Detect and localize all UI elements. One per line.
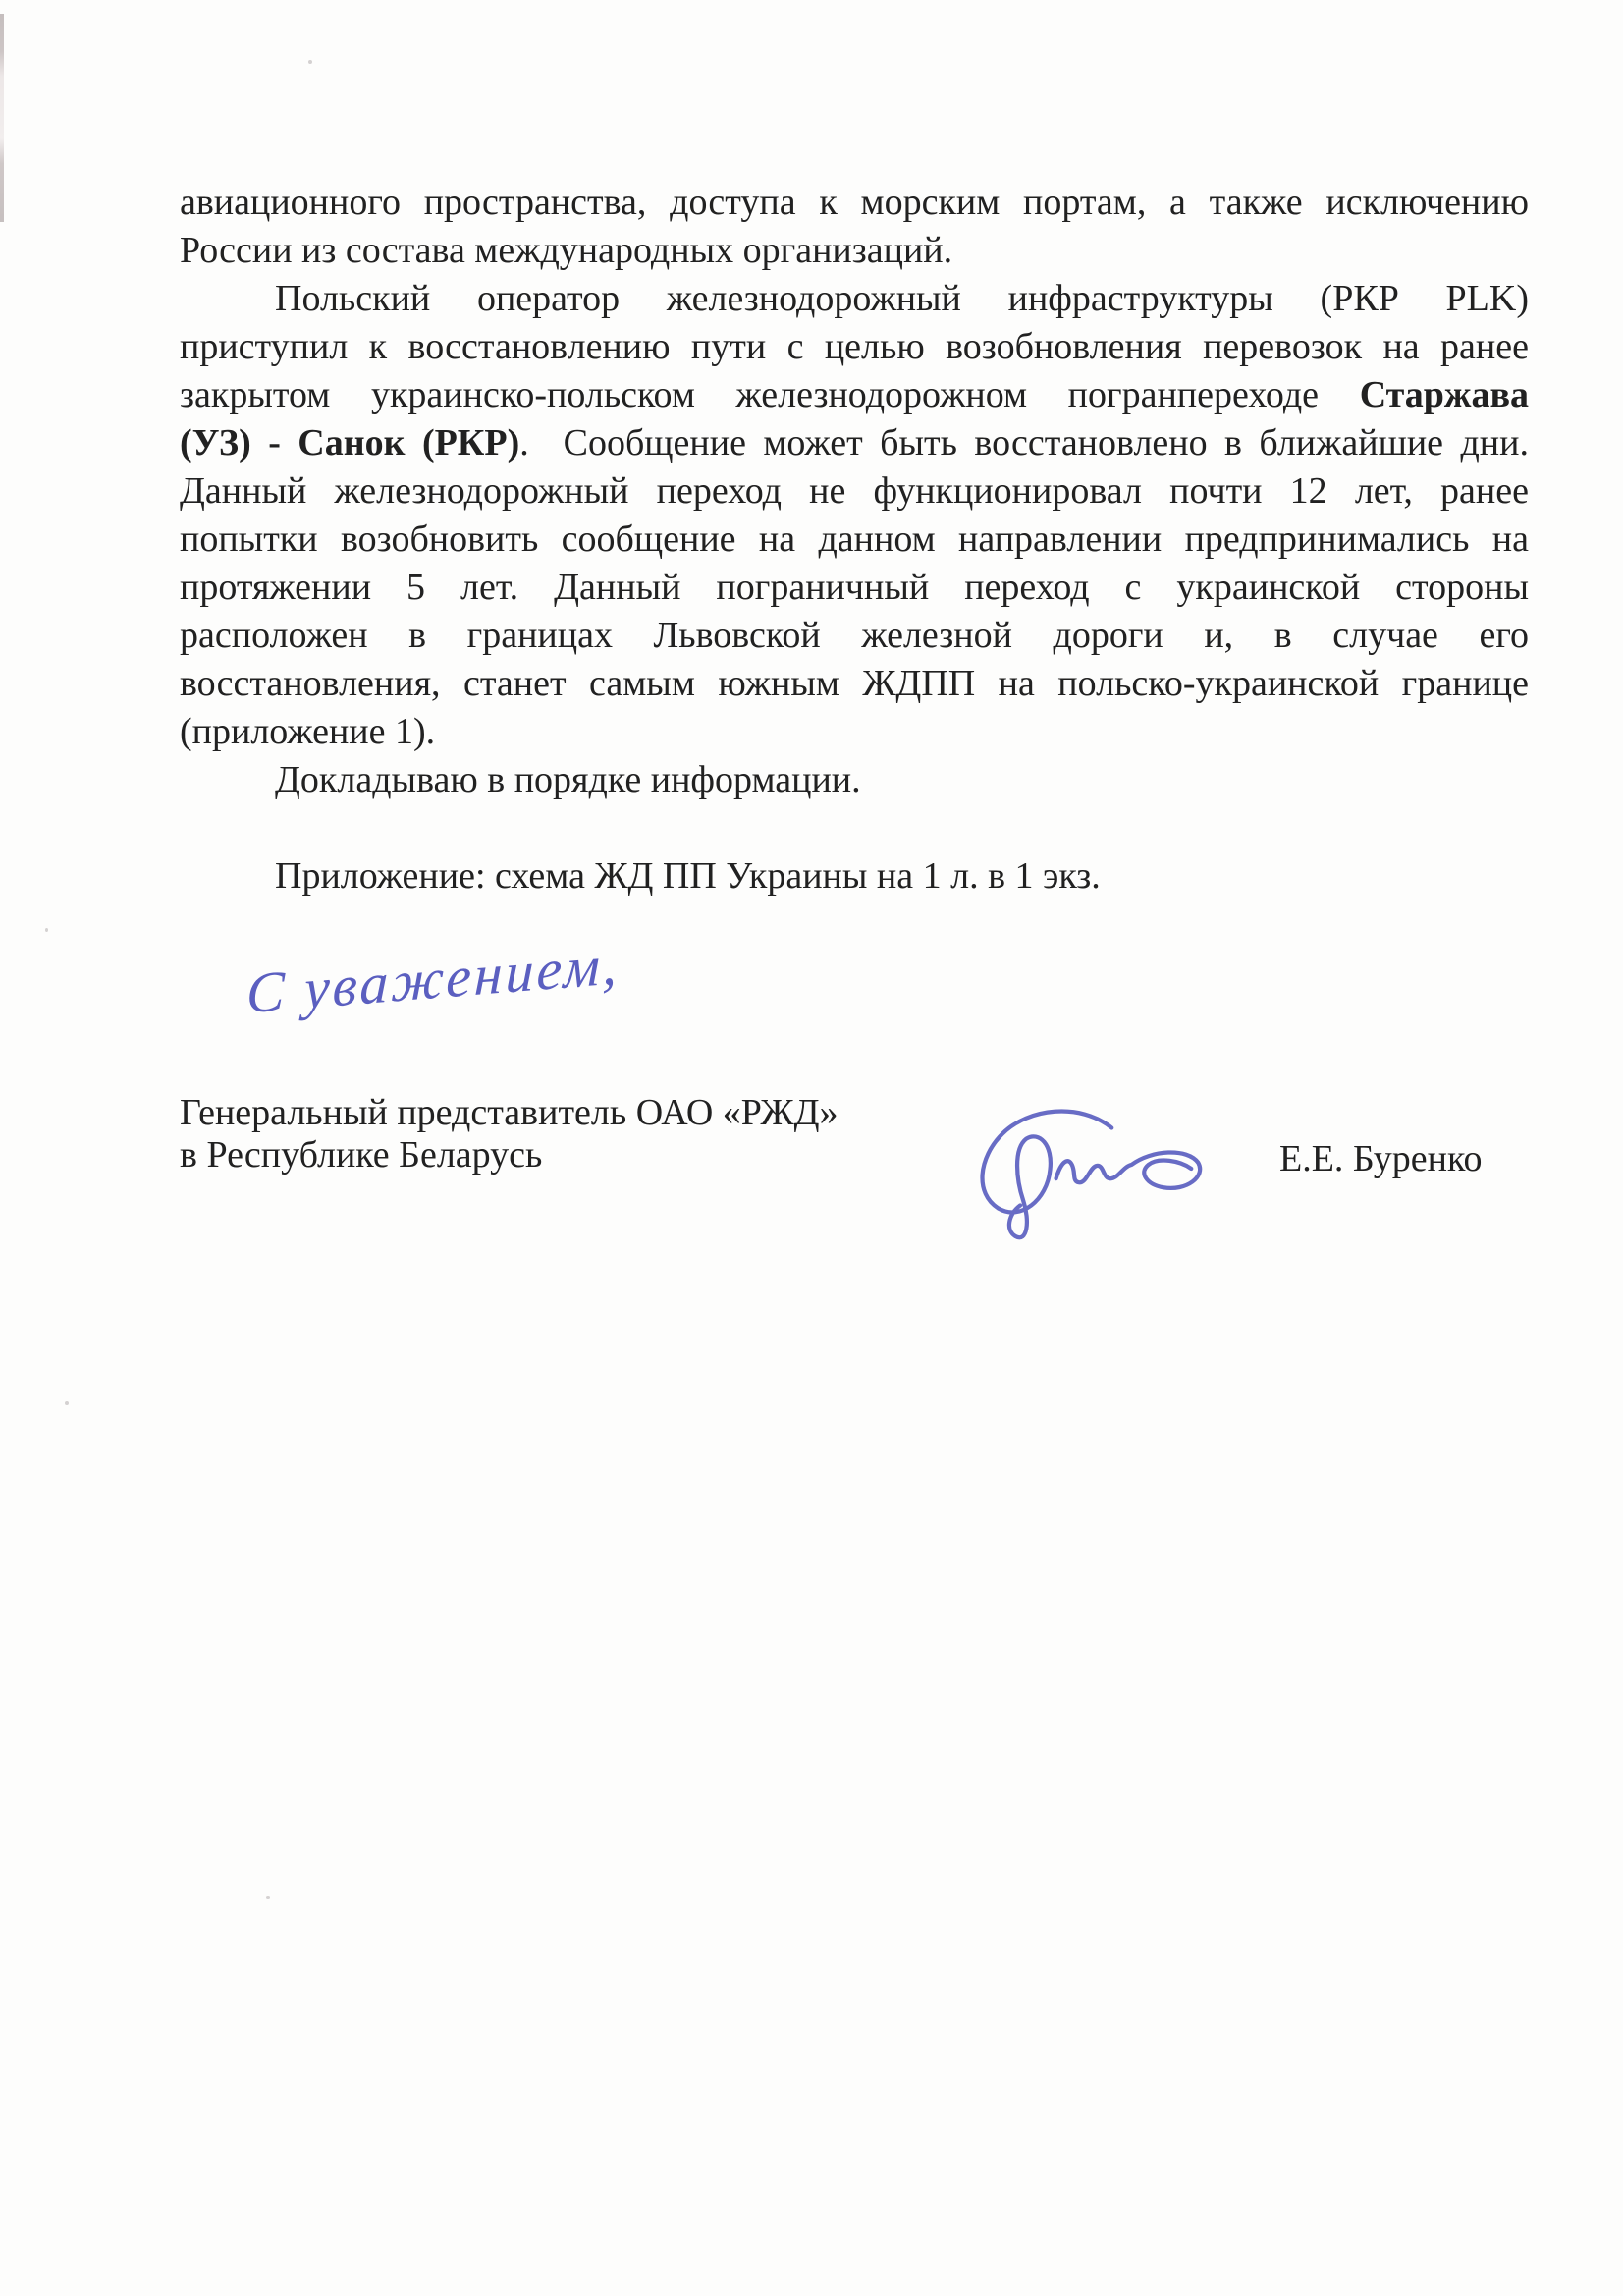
document-body (180, 179, 1529, 901)
text-line: протяжении 5 лет. Данный пограничный переход с украинской стороны (180, 567, 1529, 608)
signature-position-block (180, 1092, 839, 1176)
scan-speck (266, 1896, 270, 1899)
scan-speck (45, 928, 48, 932)
scan-speck (308, 60, 312, 64)
paragraph (180, 275, 1529, 756)
handwritten-closing: С уважением, (245, 932, 622, 1026)
paragraph (180, 852, 1529, 901)
paragraph (180, 756, 1529, 804)
text-line: приступил к восстановлению пути с целью возобновления перевозок на ранее (180, 326, 1529, 367)
signature-scribble (960, 1088, 1223, 1247)
text-line: закрытом украинско-польском железнодорожном погранпереходе Старжава (180, 374, 1529, 415)
signature-position-line1: Генеральный представитель ОАО «РЖД» (180, 1092, 839, 1133)
paragraph (180, 179, 1529, 275)
signer-name: Е.Е. Буренко (1279, 1138, 1483, 1179)
scan-edge-artifact (0, 14, 4, 222)
text-line: Польский оператор железнодорожный инфраструктуры (РКР PLK) (275, 278, 1529, 319)
text-line: России из состава международных организаций. (180, 230, 953, 271)
text-line: Докладываю в порядке информации. (275, 759, 861, 800)
text-line: (приложение 1). (180, 711, 436, 752)
text-line: попытки возобновить сообщение на данном направлении предпринимались на (180, 519, 1529, 560)
signature-position-line2: в Республике Беларусь (180, 1134, 543, 1175)
text-line: авиационного пространства, доступа к морским портам, а также исключению (180, 182, 1529, 223)
text-line: расположен в границах Львовской железной дороги и, в случае его (180, 615, 1529, 656)
text-line: Приложение: схема ЖД ПП Украины на 1 л. в 1 экз. (275, 855, 1101, 897)
scan-speck (65, 1401, 69, 1405)
text-line: восстановления, станет самым южным ЖДПП на польско-украинской границе (180, 663, 1529, 704)
text-line: Данный железнодорожный переход не функционировал почти 12 лет, ранее (180, 470, 1529, 512)
text-line: (УЗ) - Санок (РКР). Сообщение может быть восстановлено в ближайшие дни. (180, 422, 1529, 464)
